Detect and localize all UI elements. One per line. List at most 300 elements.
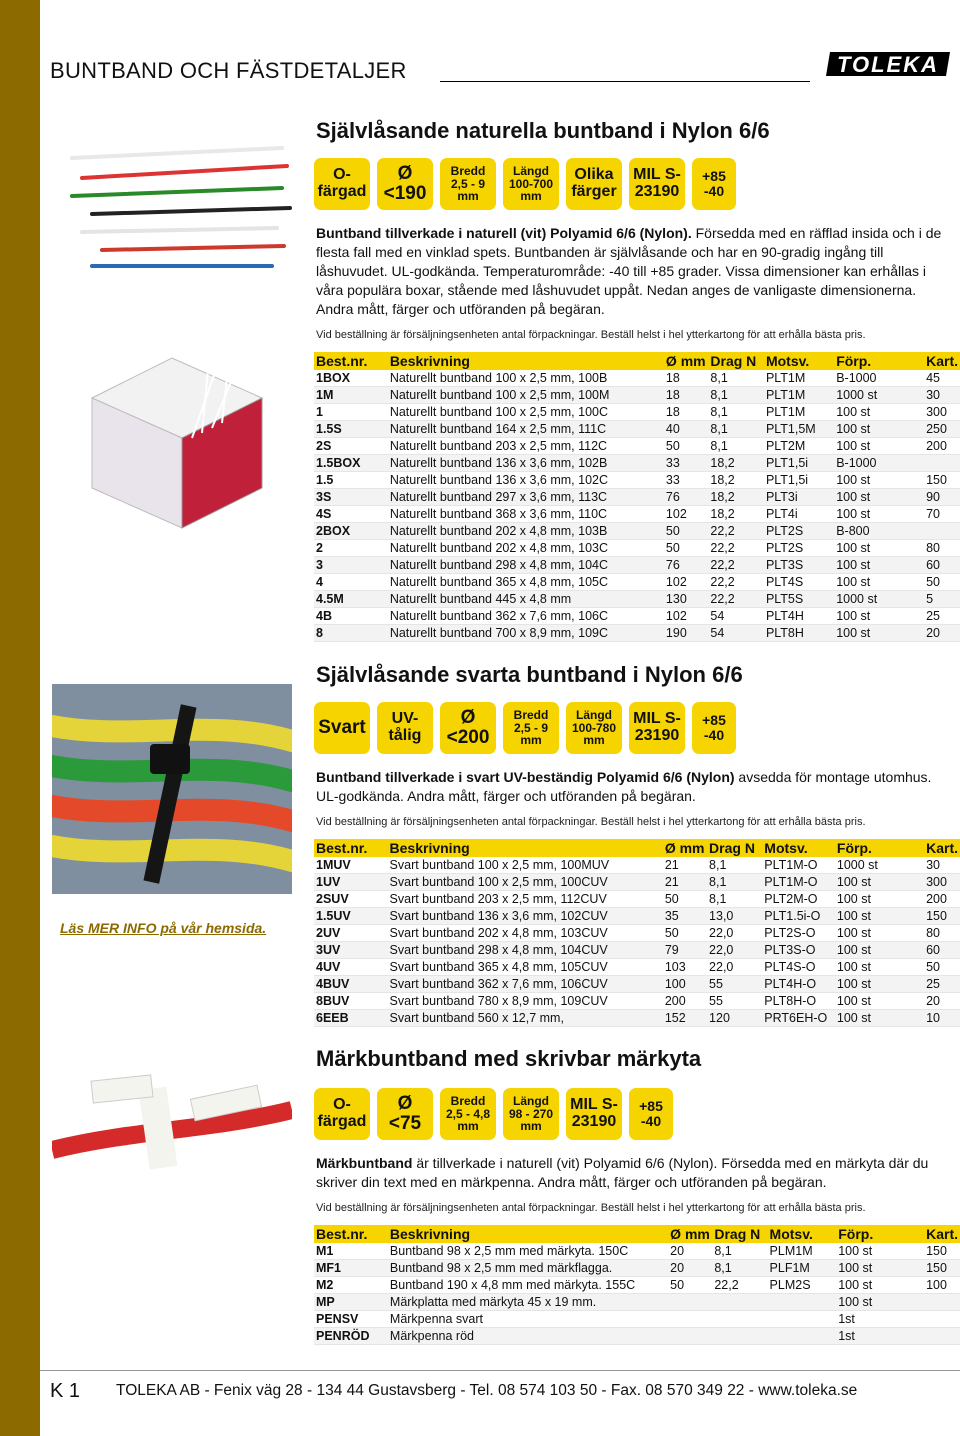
table-cell: 190 (664, 625, 708, 642)
table-row (314, 608, 960, 625)
table-cell: 55 (707, 993, 762, 1010)
table-cell: PLT1M-O (762, 857, 835, 874)
feature-badge (692, 158, 736, 210)
table-cell: 76 (664, 557, 708, 574)
table-cell: Märkpenna svart (388, 1311, 668, 1328)
table-cell: 20 (924, 993, 960, 1010)
badge-text: +85 (702, 712, 726, 729)
table-cell: 1st (836, 1328, 924, 1345)
badge-text: färgad (317, 183, 367, 200)
table-cell: Svart buntband 203 x 2,5 mm, 112CUV (388, 891, 663, 908)
badge-text: mm (457, 1119, 479, 1134)
table-cell: 100 st (834, 472, 924, 489)
table-row (314, 591, 960, 608)
table-cell: Naturellt buntband 203 x 2,5 mm, 112C (388, 438, 664, 455)
badge-text: färger (571, 183, 617, 200)
table-cell: 22,0 (707, 959, 762, 976)
table-cell: PLT3i (764, 489, 834, 506)
table-cell: PENSV (314, 1311, 388, 1328)
table-cell: PLT4H-O (762, 976, 835, 993)
table-cell: Svart buntband 365 x 4,8 mm, 105CUV (388, 959, 663, 976)
table-cell: Svart buntband 298 x 4,8 mm, 104CUV (388, 942, 663, 959)
table-cell (924, 455, 960, 472)
feature-badge (566, 158, 622, 210)
badge-text: 100-780 (571, 720, 617, 735)
table-cell: PRT6EH-O (762, 1010, 835, 1027)
table-cell: PLT4S-O (762, 959, 835, 976)
table-cell: PLM2S (768, 1277, 837, 1294)
table-row (314, 857, 960, 874)
feature-badges-black (314, 702, 736, 754)
table-cell: 4S (314, 506, 388, 523)
feature-badge (629, 158, 685, 210)
badge-text: tålig (388, 727, 422, 744)
table-cell: 8BUV (314, 993, 388, 1010)
table-row (314, 472, 960, 489)
table-cell: 35 (663, 908, 707, 925)
table-cell: PLT5S (764, 591, 834, 608)
table-cell: PLF1M (768, 1260, 837, 1277)
table-cell: PENRÖD (314, 1328, 388, 1345)
feature-badges-marker (314, 1088, 673, 1140)
table-row (314, 925, 960, 942)
table-cell (712, 1328, 767, 1345)
table-cell: 80 (924, 925, 960, 942)
table-cell: 100 (924, 1277, 960, 1294)
table-cell: 8,1 (707, 891, 762, 908)
table-cell: 22,2 (708, 574, 764, 591)
table-cell: Naturellt buntband 164 x 2,5 mm, 111C (388, 421, 664, 438)
table-cell: Märkpenna röd (388, 1328, 668, 1345)
table-row (314, 942, 960, 959)
table-row (314, 1010, 960, 1027)
table-cell: Naturellt buntband 202 x 4,8 mm, 103C (388, 540, 664, 557)
feature-badge (314, 158, 370, 210)
table-cell: MP (314, 1294, 388, 1311)
table-cell: 50 (664, 540, 708, 557)
badge-text: 2,5 - 9 (450, 176, 486, 191)
badge-text: Ø (460, 707, 476, 729)
badge-text: <75 (388, 1113, 422, 1134)
table-cell: 22,2 (708, 540, 764, 557)
table-cell: 40 (664, 421, 708, 438)
table-cell: PLT2S (764, 523, 834, 540)
table-cell: Buntband 98 x 2,5 mm med märkyta. 150C (388, 1243, 668, 1260)
table-cell: MF1 (314, 1260, 388, 1277)
table-cell: M2 (314, 1277, 388, 1294)
table-cell: 18,2 (708, 455, 764, 472)
table-row (314, 1294, 960, 1311)
table-cell: 300 (924, 404, 960, 421)
table-cell: 2 (314, 540, 388, 557)
table-cell: 20 (668, 1260, 712, 1277)
column-header: Kart. (926, 840, 958, 856)
table-cell: 54 (708, 625, 764, 642)
table-cell: 130 (664, 591, 708, 608)
table-cell: Naturellt buntband 136 x 3,6 mm, 102B (388, 455, 664, 472)
table-cell: 25 (924, 976, 960, 993)
intro-natural (316, 224, 956, 319)
table-cell: 120 (707, 1010, 762, 1027)
column-header: Ø mm (664, 352, 708, 370)
footer-rule (40, 1370, 960, 1371)
table-cell: 33 (664, 472, 708, 489)
table-cell: Svart buntband 362 x 7,6 mm, 106CUV (388, 976, 663, 993)
table-row (314, 404, 960, 421)
badge-text: 23190 (571, 1113, 617, 1130)
table-cell: 102 (664, 506, 708, 523)
table-cell: 20 (668, 1243, 712, 1260)
table-cell: 18,2 (708, 489, 764, 506)
column-header: Förp. (834, 352, 924, 370)
table-cell: 18,2 (708, 506, 764, 523)
table-row (314, 1243, 960, 1260)
table-cell: Naturellt buntband 100 x 2,5 mm, 100M (388, 387, 664, 404)
column-header: Beskrivning (388, 1225, 668, 1243)
column-header: Motsv. (768, 1225, 837, 1243)
table-cell: 8,1 (708, 370, 764, 387)
table-cell (768, 1311, 837, 1328)
table-row (314, 421, 960, 438)
table-row (314, 489, 960, 506)
table-cell: 3UV (314, 942, 388, 959)
table-cell: 4UV (314, 959, 388, 976)
table-cell (712, 1311, 767, 1328)
table-cell (712, 1294, 767, 1311)
table-cell: 80 (924, 540, 960, 557)
table-cell: 45 (924, 370, 960, 387)
table-cell: 250 (924, 421, 960, 438)
table-cell: 22,0 (707, 925, 762, 942)
badge-text: Bredd (513, 708, 549, 723)
table-cell: 18 (664, 387, 708, 404)
table-cell: 2BOX (314, 523, 388, 540)
section-title-marker: Märkbuntband med skrivbar märkyta (316, 1046, 702, 1071)
page-number: K 1 (50, 1380, 81, 1402)
table-row (314, 387, 960, 404)
feature-badges-natural (314, 158, 736, 210)
table-cell (924, 1311, 960, 1328)
table-cell: Naturellt buntband 297 x 3,6 mm, 113C (388, 489, 664, 506)
column-header: Ø mm (668, 1225, 712, 1243)
table-cell: 13,0 (707, 908, 762, 925)
table-cell: Naturellt buntband 100 x 2,5 mm, 100C (388, 404, 664, 421)
table-cell: Naturellt buntband 136 x 3,6 mm, 102C (388, 472, 664, 489)
intro-black-bold: Buntband tillverkade i svart UV-beständig Polyamid 6/6 (Nylon) (316, 769, 735, 785)
badge-text: 23190 (634, 183, 680, 200)
table-cell: 50 (924, 574, 960, 591)
table-cell: PLT2S-O (762, 925, 835, 942)
table-cell: 33 (664, 455, 708, 472)
table-cell (768, 1328, 837, 1345)
badge-text: -40 (640, 1113, 662, 1129)
badge-text: mm (520, 1119, 542, 1134)
feature-badge (503, 702, 559, 754)
table-cell: 100 st (835, 891, 924, 908)
table-cell: 50 (664, 523, 708, 540)
table-row (314, 506, 960, 523)
intro-black-text: avsedda för montage utomhus. UL-godkända. Andra mått, färger och utföranden på begäran. (316, 769, 932, 804)
table-cell: B-1000 (834, 455, 924, 472)
badge-text: <190 (383, 183, 427, 204)
table-cell: 1000 st (835, 857, 924, 874)
table-cell: Naturellt buntband 100 x 2,5 mm, 100B (388, 370, 664, 387)
table-cell: 8,1 (708, 387, 764, 404)
table-cell: 100 st (834, 557, 924, 574)
column-header: Drag N (712, 1225, 767, 1243)
table-cell: 100 st (835, 1010, 924, 1027)
feature-badge (440, 702, 496, 754)
table-cell: 90 (924, 489, 960, 506)
badge-text: 23190 (634, 727, 680, 744)
table-cell: 2UV (314, 925, 388, 942)
table-cell: Svart buntband 100 x 2,5 mm, 100MUV (388, 857, 663, 874)
table-cell: 2S (314, 438, 388, 455)
table-cell: PLT4H (764, 608, 834, 625)
table-cell: PLT1M-O (762, 874, 835, 891)
badge-text: mm (520, 733, 542, 748)
table-cell: 8,1 (708, 404, 764, 421)
order-note-1: Vid beställning är försäljningsenheten antal förpackningar. Beställ helst i hel ytterkartong för att erhålla bästa pris. (316, 329, 866, 341)
column-header: Best.nr. (314, 1225, 388, 1243)
table-cell: 100 st (834, 625, 924, 642)
column-header: Motsv. (764, 352, 834, 370)
table-cell: 5 (924, 591, 960, 608)
marker-ties-photo (52, 1070, 292, 1180)
table-cell: PLT1,5i (764, 472, 834, 489)
feature-badge (377, 702, 433, 754)
table-cell: 50 (668, 1277, 712, 1294)
column-header: Beskrivning (388, 839, 663, 857)
table-row (314, 540, 960, 557)
table-cell: 8 (314, 625, 388, 642)
table-cell: PLT2S (764, 540, 834, 557)
table-cell: 22,2 (708, 523, 764, 540)
table-cell: 1.5UV (314, 908, 388, 925)
table-cell: 100 st (835, 959, 924, 976)
column-header: Drag N (708, 352, 764, 370)
feature-badge (692, 702, 736, 754)
table-cell: 4.5M (314, 591, 388, 608)
table-cell: 18 (664, 404, 708, 421)
table-cell: 150 (924, 1243, 960, 1260)
table-cell: 100 st (834, 421, 924, 438)
table-cell (924, 1328, 960, 1345)
table-cell (668, 1311, 712, 1328)
table-cell: 152 (663, 1010, 707, 1027)
table-cell: 1BOX (314, 370, 388, 387)
table-cell: 1000 st (834, 387, 924, 404)
table-row (314, 523, 960, 540)
table-row (314, 557, 960, 574)
table-row (314, 1328, 960, 1345)
logo-text: TOLEKA (836, 52, 940, 77)
table-cell: 50 (924, 959, 960, 976)
table-cell: PLT1M (764, 370, 834, 387)
table-row (314, 959, 960, 976)
feature-badge (377, 1088, 433, 1140)
table-cell: 4 (314, 574, 388, 591)
badge-text: -40 (703, 183, 725, 199)
table-cell: 102 (664, 608, 708, 625)
table-cell: PLT8H-O (762, 993, 835, 1010)
badge-text: mm (583, 733, 605, 748)
table-cell: Naturellt buntband 445 x 4,8 mm (388, 591, 664, 608)
table-cell: Svart buntband 100 x 2,5 mm, 100CUV (388, 874, 663, 891)
badge-text: UV- (391, 710, 419, 728)
table-header-row (314, 352, 960, 370)
table-cell: 30 (924, 387, 960, 404)
table-cell: PLT2M (764, 438, 834, 455)
table-cell: Svart buntband 136 x 3,6 mm, 102CUV (388, 908, 663, 925)
table-cell: 103 (663, 959, 707, 976)
table-cell: 50 (664, 438, 708, 455)
table-cell: 1 (314, 404, 388, 421)
table-cell: 100 (663, 976, 707, 993)
column-header: Kart. (926, 1226, 958, 1242)
column-header: Best.nr. (314, 352, 388, 370)
table-cell: Naturellt buntband 362 x 7,6 mm, 106C (388, 608, 664, 625)
table-cell: 200 (924, 438, 960, 455)
table-row (314, 370, 960, 387)
table-cell: B-800 (834, 523, 924, 540)
feature-badge (503, 1088, 559, 1140)
table-cell: 100 st (836, 1294, 924, 1311)
intro-marker-bold: Märkbuntband (316, 1155, 413, 1171)
table-cell: PLM1M (768, 1243, 837, 1260)
column-header: Beskrivning (388, 352, 664, 370)
table-cell: 55 (707, 976, 762, 993)
table-header-row (314, 839, 960, 857)
table-cell: Buntband 190 x 4,8 mm med märkyta. 155C (388, 1277, 668, 1294)
table-cell (668, 1328, 712, 1345)
table-row (314, 574, 960, 591)
table-row (314, 908, 960, 925)
table-cell: PLT8H (764, 625, 834, 642)
website-info-link[interactable]: Läs MER INFO på vår hemsida. (60, 920, 267, 936)
section-title-black: Självlåsande svarta buntband i Nylon 6/6 (316, 662, 743, 687)
table-cell: Naturellt buntband 700 x 8,9 mm, 109C (388, 625, 664, 642)
table-cell: PLT1,5M (764, 421, 834, 438)
column-header: Motsv. (762, 839, 835, 857)
badge-text: 100-700 (508, 176, 554, 191)
table-cell: B-1000 (834, 370, 924, 387)
badge-text: +85 (639, 1098, 663, 1115)
table-row (314, 891, 960, 908)
table-cell: 1UV (314, 874, 388, 891)
table-cell: 21 (663, 874, 707, 891)
table-cell: 1st (836, 1311, 924, 1328)
table-cell: PLT1M (764, 387, 834, 404)
table-row (314, 993, 960, 1010)
badge-text: Bredd (450, 1094, 486, 1109)
black-tie-cables-photo (52, 684, 292, 894)
table-cell: 100 st (834, 438, 924, 455)
table-cell: 50 (663, 891, 707, 908)
feature-badge (566, 702, 622, 754)
table-cell: Svart buntband 560 x 12,7 mm, (388, 1010, 663, 1027)
table-cell: 8,1 (708, 438, 764, 455)
badge-text: Ø (397, 163, 413, 185)
badge-text: Svart (318, 717, 366, 739)
table-cell: PLT4i (764, 506, 834, 523)
table-row (314, 1277, 960, 1294)
product-table-natural (314, 352, 960, 642)
table-cell: 76 (664, 489, 708, 506)
feature-badge (377, 158, 433, 210)
page-title: BUNTBAND OCH FÄSTDETALJER (50, 58, 407, 83)
table-cell (668, 1294, 712, 1311)
table-cell: Naturellt buntband 368 x 3,6 mm, 110C (388, 506, 664, 523)
table-cell: 8,1 (707, 857, 762, 874)
cable-ties-box-photo (52, 138, 292, 538)
table-cell: 60 (924, 942, 960, 959)
table-cell: 4B (314, 608, 388, 625)
column-header: Förp. (836, 1225, 924, 1243)
table-cell: 6EEB (314, 1010, 388, 1027)
table-cell: 8,1 (707, 874, 762, 891)
table-cell: Buntband 98 x 2,5 mm med märkflagga. (388, 1260, 668, 1277)
feature-badge (629, 702, 685, 754)
table-cell: 22,0 (707, 942, 762, 959)
table-cell: 22,2 (708, 591, 764, 608)
table-cell: 100 st (836, 1243, 924, 1260)
table-cell: 3S (314, 489, 388, 506)
table-row (314, 625, 960, 642)
feature-badge (503, 158, 559, 210)
table-header-row (314, 1225, 960, 1243)
table-cell: 18,2 (708, 472, 764, 489)
table-cell: 8,1 (712, 1260, 767, 1277)
table-cell: 10 (924, 1010, 960, 1027)
badge-text: Bredd (450, 164, 486, 179)
feature-badge (440, 158, 496, 210)
table-cell: 21 (663, 857, 707, 874)
intro-natural-bold: Buntband tillverkade i naturell (vit) Polyamid 6/6 (Nylon). (316, 225, 692, 241)
table-cell: PLT1,5i (764, 455, 834, 472)
table-cell: 30 (924, 857, 960, 874)
section-title-natural: Självlåsande naturella buntband i Nylon 6/6 (316, 118, 770, 143)
table-cell: Naturellt buntband 298 x 4,8 mm, 104C (388, 557, 664, 574)
table-cell: 8,1 (712, 1243, 767, 1260)
table-cell: 150 (924, 908, 960, 925)
table-cell: 100 st (835, 976, 924, 993)
product-table-black (314, 839, 960, 1027)
intro-marker-text: är tillverkade i naturell (vit) Polyamid 6/6 (Nylon). Försedda med en märkyta där du skriver din text med en märkpenna. Andra mått, färger och utföranden på begäran. (316, 1155, 929, 1190)
table-cell: 100 st (834, 574, 924, 591)
table-cell: Märkplatta med märkyta 45 x 19 mm. (388, 1294, 668, 1311)
badge-text: Längd (513, 164, 549, 179)
table-cell: 1000 st (834, 591, 924, 608)
badge-text: <200 (446, 727, 490, 748)
table-cell: 8,1 (708, 421, 764, 438)
table-cell: 300 (924, 874, 960, 891)
column-header: Drag N (707, 839, 762, 857)
table-cell: 100 st (835, 925, 924, 942)
table-cell: 100 st (835, 908, 924, 925)
table-cell: 1.5 (314, 472, 388, 489)
badge-text: -40 (703, 727, 725, 743)
header-rule (440, 81, 810, 82)
table-row (314, 976, 960, 993)
intro-black (316, 768, 956, 806)
order-note-2: Vid beställning är försäljningsenheten antal förpackningar. Beställ helst i hel ytterkartong för att erhålla bästa pris. (316, 816, 866, 828)
table-cell: 150 (924, 472, 960, 489)
column-header: Kart. (926, 353, 958, 369)
table-cell: Naturellt buntband 202 x 4,8 mm, 103B (388, 523, 664, 540)
table-cell: 100 st (834, 404, 924, 421)
table-cell: 100 st (834, 489, 924, 506)
